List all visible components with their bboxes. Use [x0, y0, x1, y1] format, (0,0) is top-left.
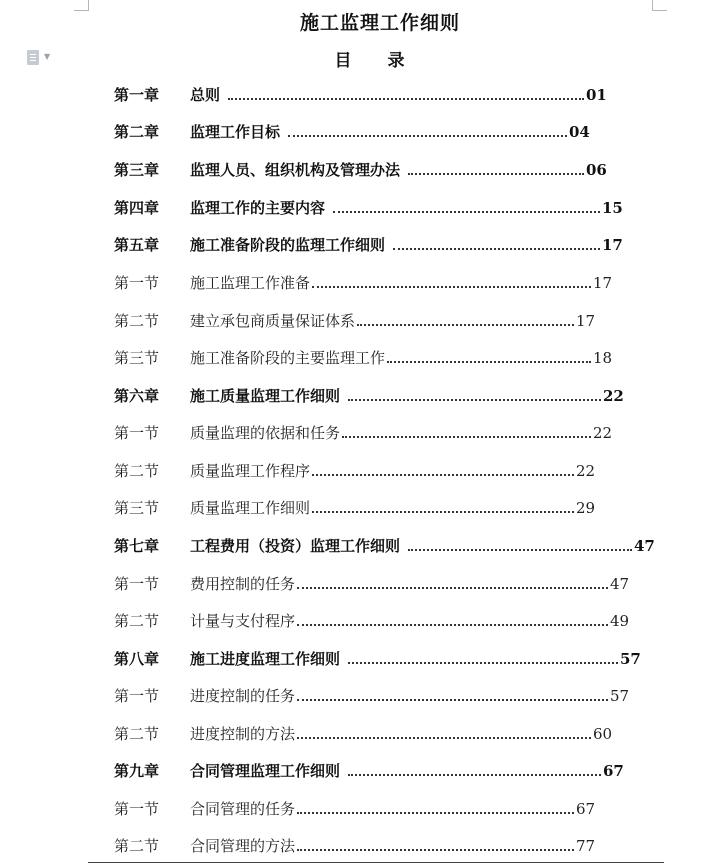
toc-leader-dots — [288, 135, 567, 137]
toc-entry-page: 47 — [610, 575, 630, 593]
toc-leader-dots — [228, 98, 584, 100]
toc-entry-page: 57 — [610, 687, 630, 705]
toc-entry-page: 15 — [602, 199, 623, 217]
toc-entry-number: 第三节 — [114, 349, 160, 367]
toc-leader-dots — [312, 286, 591, 288]
toc-entry-title: 计量与支付程序 — [190, 612, 296, 630]
toc-leader-dots — [408, 549, 632, 551]
toc-entry-number: 第二节 — [114, 312, 160, 330]
toc-entry-title: 施工监理工作准备 — [190, 274, 311, 292]
toc-heading: 目 录 — [334, 51, 406, 71]
toc-entry-title: 进度控制的任务 — [190, 687, 296, 705]
toc-entry-page: 49 — [610, 612, 630, 630]
toc-entry-page: 29 — [576, 499, 596, 517]
toc-entry-page: 17 — [593, 274, 613, 292]
toc-entry-number: 第一节 — [114, 424, 160, 442]
toc-entry-number: 第二节 — [114, 612, 160, 630]
toc-entry-number: 第二节 — [114, 837, 160, 855]
toc-entry-number: 第九章 — [114, 762, 160, 780]
toc-entry-title: 合同管理的任务 — [190, 800, 296, 818]
toc-entry-number: 第七章 — [114, 537, 160, 555]
toc-leader-dots — [297, 812, 574, 814]
toc-entry-page: 67 — [576, 800, 596, 818]
toc-entry-page: 22 — [603, 387, 624, 405]
toc-entry-number: 第八章 — [114, 650, 160, 668]
toc-entry-title: 合同管理监理工作细则 — [190, 762, 341, 780]
toc-entry-title: 合同管理的方法 — [190, 837, 296, 855]
toc-entry-number: 第二章 — [114, 123, 160, 141]
toc-entry-page: 57 — [620, 650, 641, 668]
toc-entry-number: 第二节 — [114, 725, 160, 743]
toc-entry-page: 77 — [576, 837, 596, 855]
toc-entry-page: 04 — [569, 123, 590, 141]
toc-entry-title: 质量监理的依据和任务 — [190, 424, 341, 442]
toc-entry-number: 第五章 — [114, 236, 160, 254]
toc-entry-number: 第一节 — [114, 800, 160, 818]
toc-leader-dots — [357, 324, 574, 326]
toc-entry-number: 第一节 — [114, 687, 160, 705]
toc-entry-number: 第三章 — [114, 161, 160, 179]
document-title: 施工监理工作细则 — [299, 12, 460, 34]
chevron-down-icon[interactable]: ▼ — [44, 52, 51, 61]
toc-entry-title: 质量监理工作细则 — [190, 499, 311, 517]
toc-entry-title: 费用控制的任务 — [190, 575, 296, 593]
toc-entry-page: 22 — [576, 462, 596, 480]
toc-leader-dots — [387, 361, 591, 363]
toc-entry-page: 17 — [602, 236, 623, 254]
toc-entry-page: 47 — [634, 537, 655, 555]
toc-entry-page: 60 — [593, 725, 613, 743]
toc-entry-title: 进度控制的方法 — [190, 725, 296, 743]
toc-entry-title: 工程费用（投资）监理工作细则 — [190, 537, 401, 555]
toc-leader-dots — [348, 774, 601, 776]
toc-entry-number: 第一节 — [114, 575, 160, 593]
toc-leader-dots — [312, 511, 574, 513]
toc-leader-dots — [348, 662, 618, 664]
toc-leader-dots — [393, 248, 600, 250]
toc-entry-number: 第一节 — [114, 274, 160, 292]
toc-entry-title: 施工进度监理工作细则 — [190, 650, 341, 668]
toc-leader-dots — [297, 737, 591, 739]
toc-entry-title: 监理工作目标 — [190, 123, 281, 141]
toc-entry-number: 第一章 — [114, 86, 160, 104]
toc-leader-dots — [408, 173, 584, 175]
toc-entry-title: 施工质量监理工作细则 — [190, 387, 341, 405]
toc-entry-page: 01 — [586, 86, 607, 104]
toc-leader-dots — [297, 587, 608, 589]
toc-entry-page: 18 — [593, 349, 613, 367]
toc-entry-title: 监理人员、组织机构及管理办法 — [190, 161, 401, 179]
toc-entry-page: 67 — [603, 762, 624, 780]
toc-entry-page: 22 — [593, 424, 613, 442]
toc-entry-title: 施工准备阶段的监理工作细则 — [190, 236, 386, 254]
toc-leader-dots — [312, 474, 574, 476]
toc-entry-title: 建立承包商质量保证体系 — [190, 312, 356, 330]
toc-entry-title: 质量监理工作程序 — [190, 462, 311, 480]
toc-entry-number: 第四章 — [114, 199, 160, 217]
bottom-rule — [88, 862, 664, 863]
toc-leader-dots — [297, 699, 608, 701]
toc-leader-dots — [348, 399, 601, 401]
toc-entry-number: 第六章 — [114, 387, 160, 405]
toc-entry-number: 第三节 — [114, 499, 160, 517]
toc-leader-dots — [297, 624, 608, 626]
toc-entry-number: 第二节 — [114, 462, 160, 480]
toc-entry-title: 施工准备阶段的主要监理工作 — [190, 349, 386, 367]
toc-entry-page: 17 — [576, 312, 596, 330]
toc-leader-dots — [297, 849, 574, 851]
toc-leader-dots — [342, 436, 591, 438]
toc-entry-title: 监理工作的主要内容 — [190, 199, 326, 217]
toc-entry-title: 总则 — [190, 86, 221, 104]
toc-entry-page: 06 — [586, 161, 607, 179]
toc-leader-dots — [333, 211, 600, 213]
